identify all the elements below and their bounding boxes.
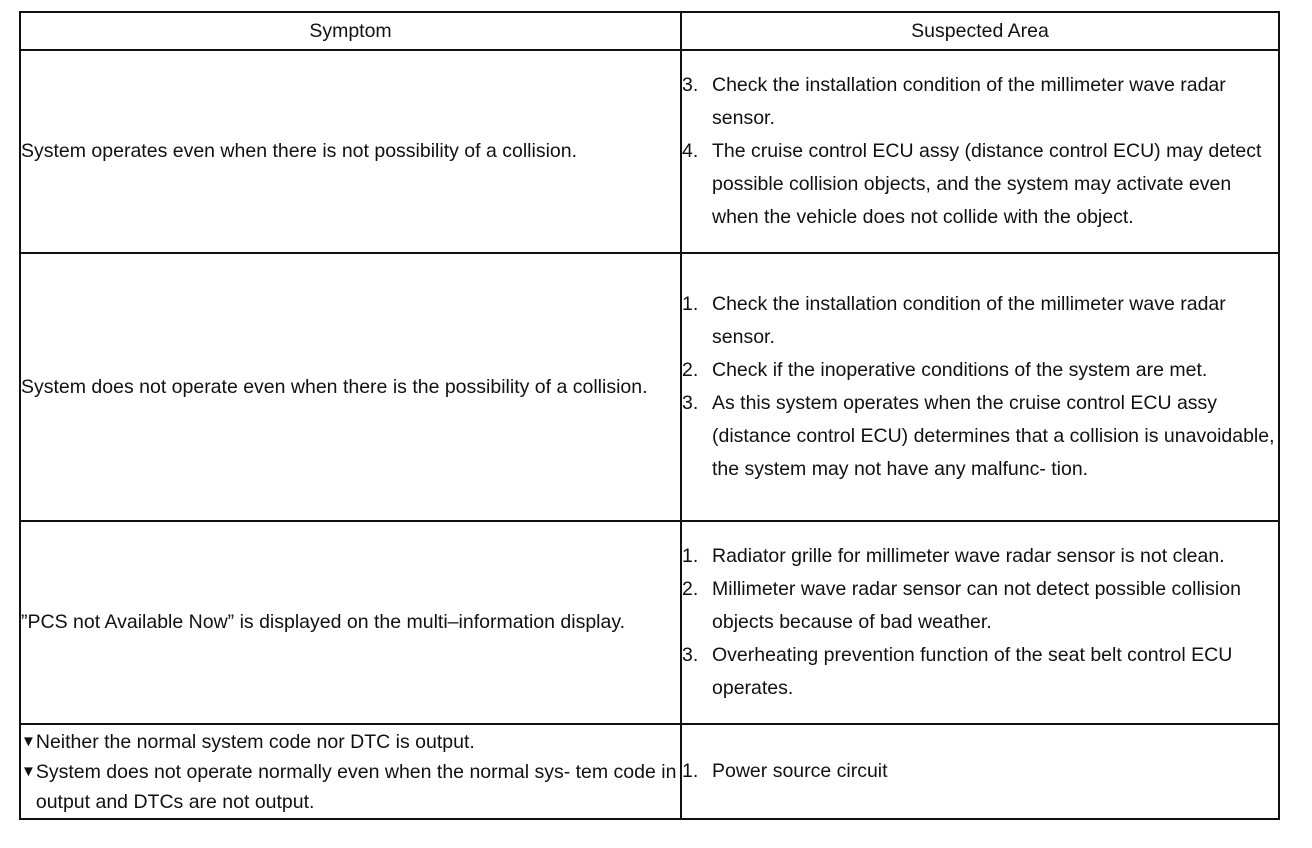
- suspected-area-list: [682, 288, 1278, 486]
- step-text: Check the installation condition of the millimeter wave radar sensor.: [712, 293, 1226, 348]
- step-number: 3.: [682, 392, 699, 414]
- table-row: [20, 521, 1279, 724]
- table-row: [20, 50, 1279, 253]
- step-text: Radiator grille for millimeter wave radar sensor is not clean.: [712, 545, 1225, 567]
- list-item: [682, 387, 1278, 486]
- step-number: 2.: [682, 578, 699, 600]
- step-number: 4.: [682, 140, 699, 162]
- list-item: [682, 69, 1278, 135]
- step-number: 3.: [682, 644, 699, 666]
- triangle-bullet-icon: ▼: [21, 762, 36, 780]
- table-row: [20, 724, 1279, 819]
- list-item: [682, 639, 1278, 705]
- suspected-area-cell: [681, 521, 1279, 724]
- suspected-area-list: [682, 69, 1278, 234]
- triangle-bullet-icon: ▼: [21, 732, 36, 750]
- step-text: The cruise control ECU assy (distance control ECU) may detect possible collision objects, and the system may activate even when the vehicle does not collide with the object.: [712, 140, 1262, 228]
- bullet-text: System does not operate normally even when the normal sys- tem code in output and DTCs are not output.: [35, 760, 677, 813]
- suspected-area-list: [682, 540, 1278, 705]
- step-text: Check if the inoperative conditions of the system are met.: [712, 359, 1208, 381]
- suspected-area-cell: [681, 724, 1279, 819]
- step-number: 1.: [682, 545, 699, 567]
- header-suspected-area: Suspected Area: [681, 12, 1279, 50]
- step-text: As this system operates when the cruise control ECU assy (distance control ECU) determines that a collision is unavoidable, the system may not have any malfunc- tion.: [712, 392, 1275, 480]
- step-number: 1.: [682, 760, 699, 782]
- list-item: [682, 135, 1278, 234]
- list-item: [682, 755, 1278, 788]
- step-number: 1.: [682, 293, 699, 315]
- list-item: [682, 573, 1278, 639]
- header-symptom: Symptom: [20, 12, 681, 50]
- symptom-cell: [20, 724, 681, 819]
- symptom-bullet-list: [21, 727, 680, 817]
- list-item: [682, 288, 1278, 354]
- bullet-text: Neither the normal system code nor DTC is output.: [35, 730, 475, 753]
- list-item: [21, 757, 680, 817]
- symptom-cell: System does not operate even when there is the possibility of a collision.: [20, 253, 681, 521]
- header-row: [20, 12, 1279, 50]
- list-item: [21, 727, 680, 757]
- step-text: Millimeter wave radar sensor can not detect possible collision objects because of bad weather.: [712, 578, 1241, 633]
- step-number: 2.: [682, 359, 699, 381]
- symptom-cell: ”PCS not Available Now” is displayed on the multi–information display.: [20, 521, 681, 724]
- troubleshooting-table: [19, 11, 1280, 820]
- step-text: Overheating prevention function of the seat belt control ECU operates.: [712, 644, 1233, 699]
- symptom-cell: System operates even when there is not possibility of a collision.: [20, 50, 681, 253]
- suspected-area-cell: [681, 253, 1279, 521]
- list-item: [682, 354, 1278, 387]
- step-number: 3.: [682, 74, 699, 96]
- suspected-area-list: [682, 755, 1278, 788]
- step-text: Power source circuit: [712, 760, 888, 782]
- step-text: Check the installation condition of the millimeter wave radar sensor.: [712, 74, 1226, 129]
- table-row: [20, 253, 1279, 521]
- list-item: [682, 540, 1278, 573]
- suspected-area-cell: [681, 50, 1279, 253]
